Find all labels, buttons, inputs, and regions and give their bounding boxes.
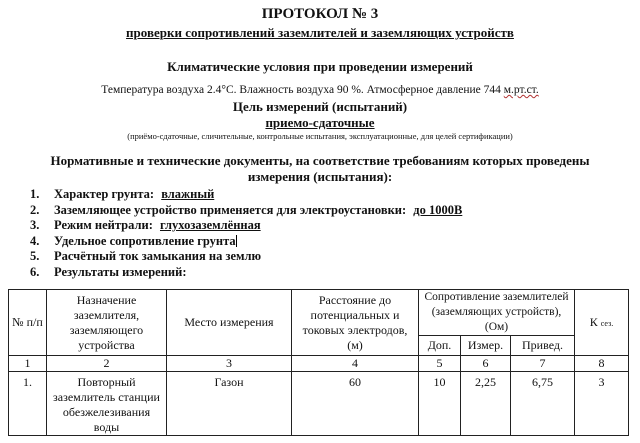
climate-conditions (0, 84, 640, 96)
table-col-numbers-row: 1 2 3 4 5 6 7 8 (9, 356, 629, 372)
parameters-list (30, 187, 462, 280)
text-cursor (236, 235, 237, 247)
header-allowed: Доп. (419, 336, 461, 356)
protocol-title: ПРОТОКОЛ № 3 (261, 6, 379, 22)
pressure-unit: м.рт.ст. (503, 84, 539, 96)
header-num: № п/п (9, 290, 47, 356)
header-place: Место измерения (167, 290, 292, 356)
header-reduced: Привед. (511, 336, 575, 356)
protocol-subtitle: проверки сопротивлений заземлителей и заземляющих устройств (126, 25, 514, 40)
header-distance: Расстояние до потенциальных и токовых электродов, (м) (292, 290, 419, 356)
header-measured: Измер. (461, 336, 511, 356)
purpose-note: (приёмо-сдаточные, сличительные, контрольные испытания, эксплуатационные, для целей сертификации) (127, 131, 513, 141)
list-item: 4. Удельное сопротивление грунта (30, 233, 236, 248)
results-table (8, 289, 629, 436)
climate-heading: Климатические условия при проведении измерений (167, 59, 473, 74)
norm-heading-line1: Нормативные и технические документы, на соответствие требованиям которых проведены (50, 153, 590, 168)
norm-heading-line2: измерения (испытания): (247, 169, 393, 184)
list-item: 1. Характер грунта: влажный (30, 187, 215, 201)
purpose-value: приемо-сдаточные (265, 115, 375, 130)
conditions-text: Температура воздуха 2.4°С. Влажность воздуха 90 %. Атмосферное давление 744 (101, 84, 504, 96)
list-item: 3. Режим нейтрали: глухозаземлённая (30, 218, 261, 232)
list-item: 5. Расчётный ток замыкания на землю (30, 249, 262, 263)
list-item: 2. Заземляющее устройство применяется для электроустановки: до 1000В (30, 202, 463, 217)
table-header-row (9, 290, 629, 336)
header-purpose: Назначение заземлителя, заземляющего устройства (47, 290, 167, 356)
header-resistance: Сопротивление заземлителей (заземляющих устройств), (Ом) (419, 290, 575, 336)
table-row: 1. Повторный заземлитель станции обезжелезивания воды Газон 60 10 2,25 6,75 3 (9, 372, 629, 436)
list-item: 6. Результаты измерений: (30, 264, 187, 279)
purpose-heading: Цель измерений (испытаний) (232, 99, 408, 114)
header-k: К сез. (575, 290, 629, 356)
